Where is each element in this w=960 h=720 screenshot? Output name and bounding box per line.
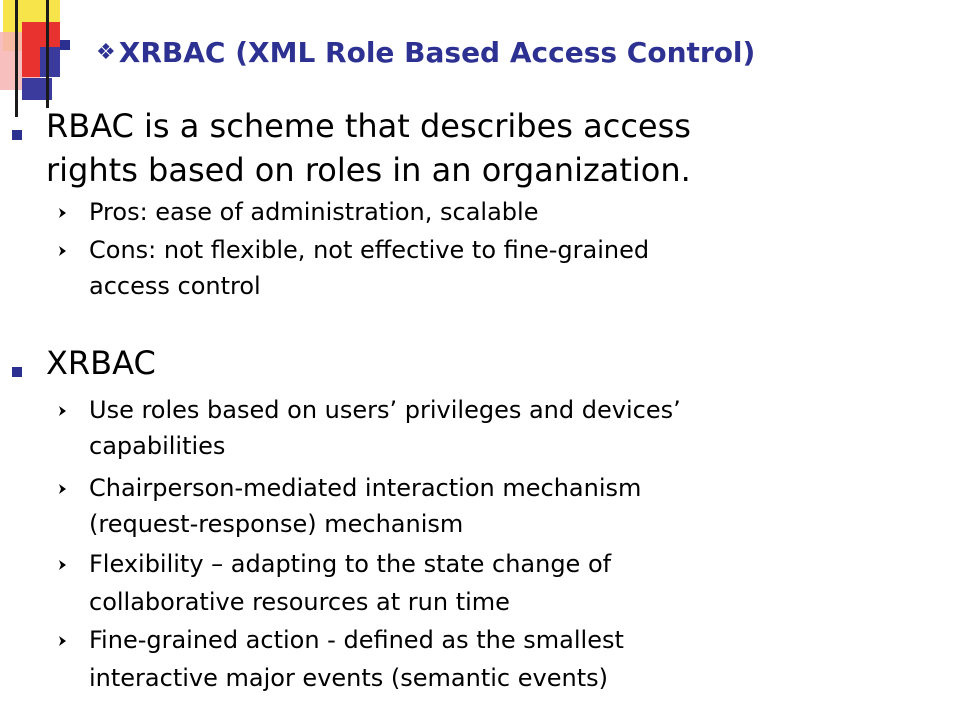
slide-title-text: XRBAC (XML Role Based Access Control) [118, 35, 756, 69]
deco-blue-block [40, 47, 60, 77]
deco-line [46, 0, 49, 108]
diamond-icon: ❖ [96, 39, 116, 65]
deco-line [15, 0, 18, 117]
list-item: Cons: not flexible, not effective to fine-grained [89, 236, 650, 264]
list-item: Pros: ease of administration, scalable [89, 198, 539, 226]
list-item: Use roles based on users’ privileges and devices’ [89, 396, 681, 424]
list-item-continuation: access control [89, 272, 261, 300]
arrowhead-bullet-icon [55, 205, 71, 221]
list-item: Fine-grained action - defined as the smallest [89, 626, 624, 654]
section-heading-line: RBAC is a scheme that describes access [46, 107, 691, 145]
list-item-continuation: (request-response) mechanism [89, 510, 464, 538]
list-item-continuation: interactive major events (semantic events) [89, 664, 608, 692]
slide-title [96, 30, 755, 74]
deco-square-bullet-icon [60, 40, 70, 50]
section-heading-line: XRBAC [46, 344, 156, 382]
arrowhead-bullet-icon [55, 481, 71, 497]
square-bullet-icon [12, 130, 22, 140]
arrowhead-bullet-icon [55, 243, 71, 259]
list-item-continuation: collaborative resources at run time [89, 588, 510, 616]
list-item: Chairperson-mediated interaction mechanism [89, 474, 642, 502]
list-item-continuation: capabilities [89, 432, 226, 460]
list-item: Flexibility – adapting to the state change of [89, 550, 612, 578]
arrowhead-bullet-icon [55, 557, 71, 573]
arrowhead-bullet-icon [55, 633, 71, 649]
square-bullet-icon [12, 367, 22, 377]
section-heading-line: rights based on roles in an organization. [46, 151, 691, 189]
arrowhead-bullet-icon [55, 403, 71, 419]
